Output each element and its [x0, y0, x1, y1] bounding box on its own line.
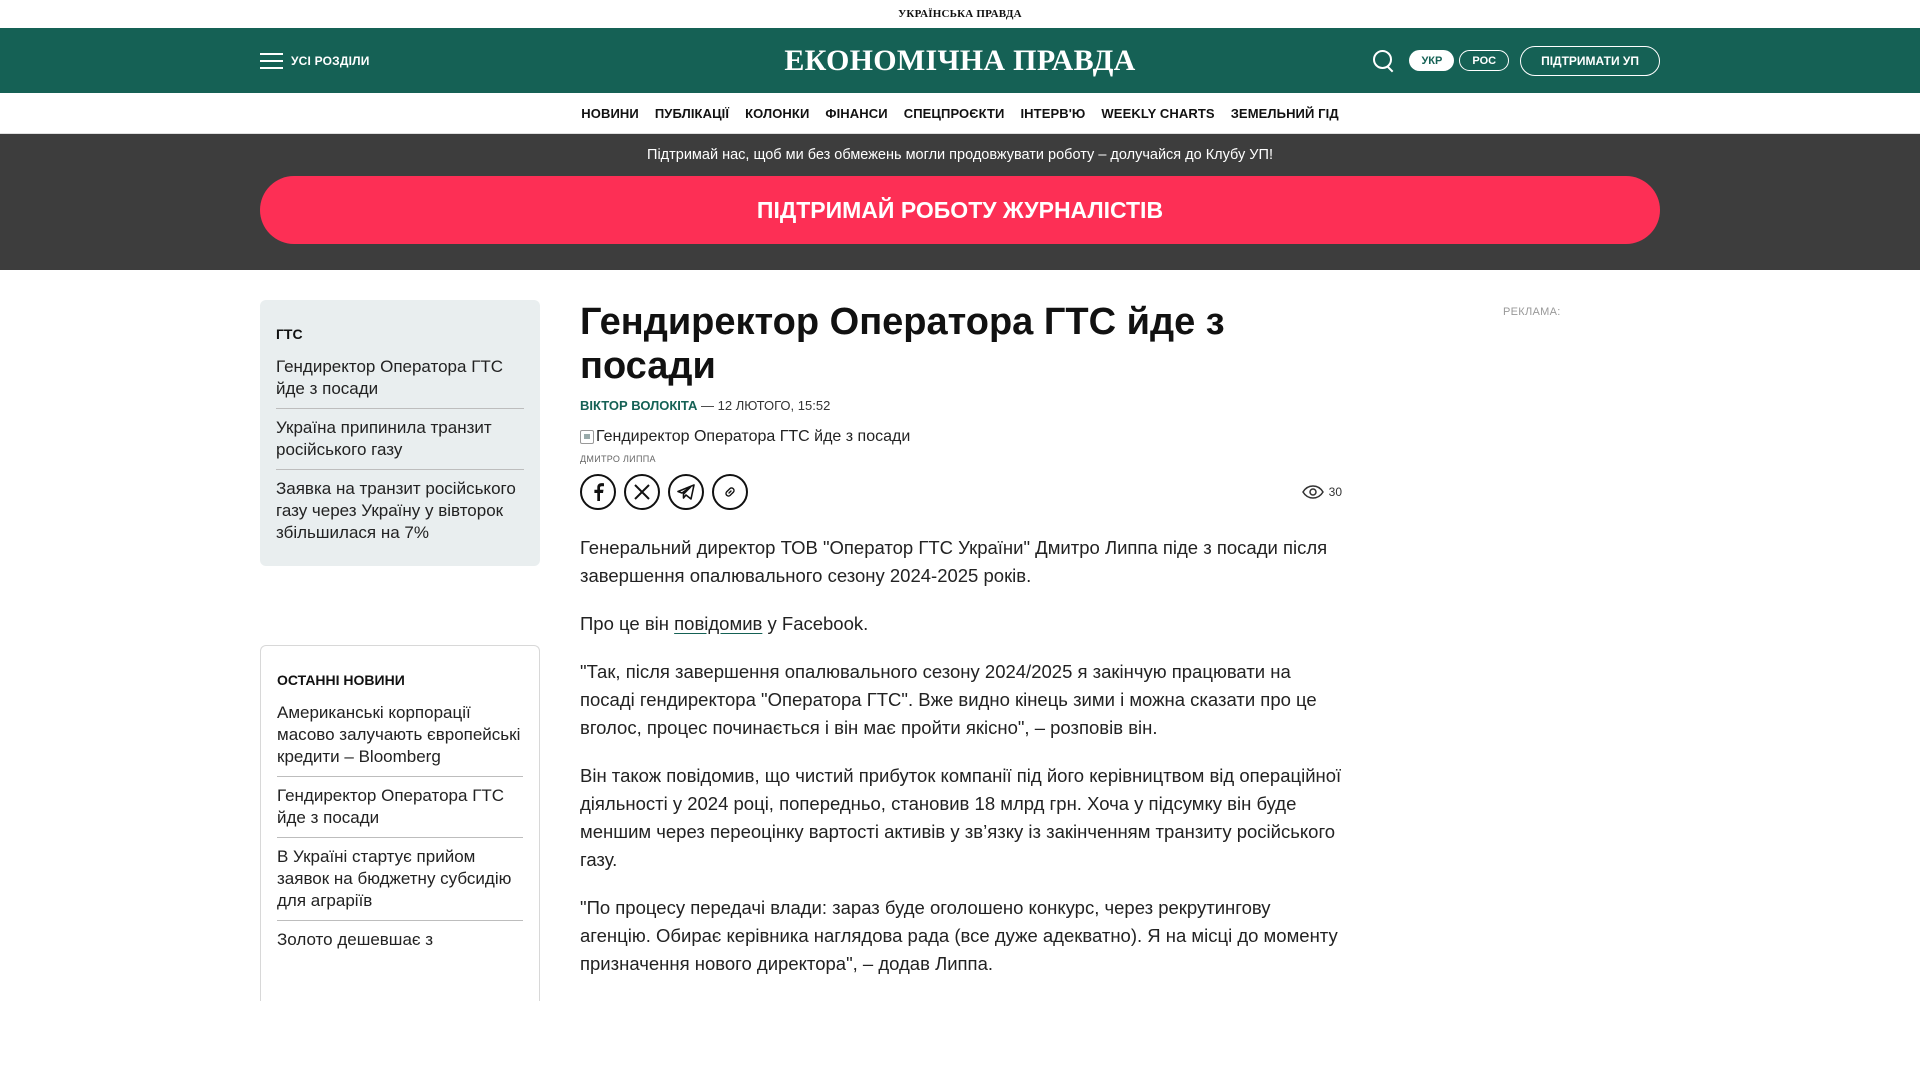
nav-item-land-guide[interactable]: ЗЕМЕЛЬНИЙ ГІД — [1230, 105, 1339, 121]
promo-text: Підтримай нас, щоб ми без обмежень могли продовжувати роботу – долучайся до Клубу УП! — [647, 147, 1273, 163]
paragraph-text: у Facebook. — [762, 613, 869, 634]
image-caption: ДМИТРО ЛИППА — [580, 454, 656, 464]
article-image — [580, 428, 1342, 446]
article-paragraph: "По процесу передачі влади: зараз буде оголошено конкурс, через рекрутингову агенцію. Обирає керівника наглядова рада (все дуже адекватно). Я на місці до моменту призначення нового директора", – додав Липпа. — [580, 897, 1338, 974]
nav-item-special-projects[interactable]: СПЕЦПРОЄКТИ — [903, 105, 1005, 121]
article-image-alt: Гендиректор Оператора ГТС йде з посади — [596, 428, 911, 445]
facebook-icon[interactable] — [580, 474, 616, 510]
nav-item-publications[interactable]: ПУБЛІКАЦІЇ — [654, 105, 730, 121]
list-item[interactable]: Заявка на транзит російського газу через Україну у вівторок збільшилася на 7% — [276, 479, 516, 542]
support-promo-banner — [0, 134, 1920, 270]
facebook-post-link[interactable]: повідомив — [674, 613, 763, 634]
author-link[interactable]: ВІКТОР ВОЛОКІТА — [580, 398, 698, 413]
lang-ros-button[interactable]: РОС — [1459, 50, 1509, 71]
header-actions — [1371, 46, 1660, 76]
link-icon[interactable] — [712, 474, 748, 510]
views-counter — [1302, 485, 1342, 499]
article-paragraph — [580, 610, 1342, 638]
site-logo[interactable]: ЕКОНОМІЧНА ПРАВДА — [784, 43, 1136, 77]
share-bar — [580, 474, 1342, 510]
article — [580, 300, 1342, 978]
broken-image-icon — [580, 430, 594, 444]
list-item[interactable]: Гендиректор Оператора ГТС йде з посади — [277, 777, 523, 838]
article-paragraph: Генеральний директор ТОВ "Оператор ГТС України" Дмитро Липпа піде з посади після завершення опалювального сезону 2024-2025 років. — [580, 537, 1328, 586]
hamburger-icon — [260, 53, 283, 69]
list-item[interactable]: Україна припинила транзит російського газу — [276, 409, 524, 470]
support-up-button[interactable]: ПІДТРИМАТИ УП — [1520, 46, 1660, 76]
telegram-icon[interactable] — [668, 474, 704, 510]
support-journalists-button[interactable]: ПІДТРИМАЙ РОБОТУ ЖУРНАЛІСТІВ — [260, 176, 1660, 244]
main-nav — [0, 93, 1920, 134]
article-date: — 12 ЛЮТОГО, 15:52 — [697, 398, 831, 413]
search-icon[interactable] — [1371, 48, 1397, 74]
list-item[interactable]: Гендиректор Оператора ГТС йде з посади — [276, 354, 524, 409]
paragraph-text: Про це він — [580, 613, 675, 634]
lang-ukr-button[interactable]: УКР — [1409, 50, 1454, 71]
list-item[interactable]: В Україні стартує прийом заявок на бюджетну субсидію для аграріїв — [277, 838, 523, 921]
parent-site-strip — [0, 0, 1920, 28]
list-item[interactable]: Американські корпорації масово залучають європейські кредити – Bloomberg — [277, 700, 523, 777]
article-paragraph: Він також повідомив, що чистий прибуток компанії під його керівництвом від операційної діяльності у 2024 році, попередньо, становив 18 млрд грн. Хоча у підсумку він буде меншим через переоцінку вартості активів у зв’язку із закінченням транзиту російського газу. — [580, 765, 1342, 870]
x-icon[interactable] — [624, 474, 660, 510]
tag-related-box — [260, 300, 540, 566]
views-count: 30 — [1328, 485, 1342, 499]
ad-label: РЕКЛАМА: — [1503, 306, 1561, 318]
all-sections-label: УСІ РОЗДІЛИ — [291, 53, 370, 68]
nav-item-news[interactable]: НОВИНИ — [581, 105, 639, 121]
list-item[interactable]: Золото дешевшає з — [277, 930, 434, 949]
article-meta — [580, 398, 1342, 413]
ukrainska-pravda-logo[interactable]: УКРАЇНСЬКА ПРАВДА — [898, 8, 1022, 20]
nav-item-finance[interactable]: ФІНАНСИ — [825, 105, 888, 121]
nav-item-interview[interactable]: ІНТЕРВ'Ю — [1020, 105, 1086, 121]
latest-news-title: ОСТАННІ НОВИНИ — [277, 672, 405, 688]
all-sections-button[interactable] — [260, 53, 370, 69]
article-paragraph: "Так, після завершення опалювального сезону 2024/2025 я закінчую працювати на посаді гендиректора "Оператора ГТС". Вже видно кінець зими і можна сказати про це вголос, процес починається і він має пройти якісно", – розповів він. — [580, 661, 1317, 738]
latest-news-box — [260, 645, 540, 1001]
nav-item-weekly-charts[interactable]: WEEKLY CHARTS — [1101, 105, 1215, 121]
tag-title[interactable]: ГТС — [276, 326, 303, 342]
eye-icon — [1302, 485, 1324, 499]
nav-item-columns[interactable]: КОЛОНКИ — [745, 105, 810, 121]
article-title: Гендиректор Оператора ГТС йде з посади — [580, 301, 1225, 387]
site-header — [0, 28, 1920, 93]
